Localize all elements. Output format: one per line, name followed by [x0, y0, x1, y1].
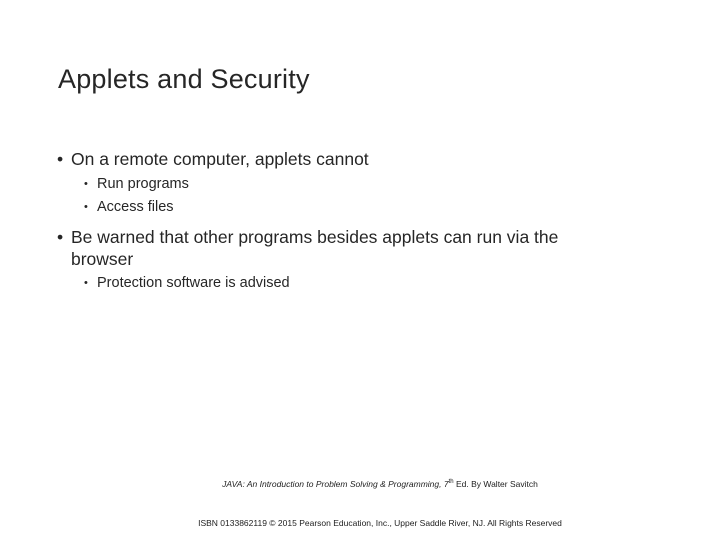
sub-bullet-text: Protection software is advised — [97, 275, 290, 291]
footer-copyright: ISBN 0133862119 © 2015 Pearson Education, Inc., Upper Saddle River, NJ. All Rights Reserved — [198, 518, 562, 528]
sub-bullet-item — [84, 175, 189, 193]
sub-bullet-dot-icon: • — [84, 201, 88, 213]
sub-bullet-text: Run programs — [97, 176, 189, 192]
bullet-item — [57, 226, 617, 270]
bullet-dot-icon: • — [57, 227, 64, 247]
slide-title: Applets and Security — [58, 64, 310, 94]
sub-bullet-dot-icon: • — [84, 277, 88, 289]
footer-book-title — [0, 479, 720, 489]
bullet-dot-icon: • — [57, 149, 64, 169]
sub-bullet-text: Access files — [97, 199, 174, 215]
bullet-text: On a remote computer, applets cannot — [71, 149, 369, 169]
sub-bullet-item — [84, 274, 290, 292]
bullet-item — [57, 148, 657, 170]
footer-edition-superscript: th — [448, 479, 454, 486]
footer-title-text: JAVA: An Introduction to Problem Solving & Programming, 7 — [222, 479, 449, 489]
sub-bullet-dot-icon: • — [84, 178, 88, 190]
footer-edition-author: Ed. By Walter Savitch — [453, 479, 538, 489]
bullet-text: Be warned that other programs besides applets can run via the browser — [71, 227, 559, 269]
sub-bullet-item — [84, 198, 174, 216]
